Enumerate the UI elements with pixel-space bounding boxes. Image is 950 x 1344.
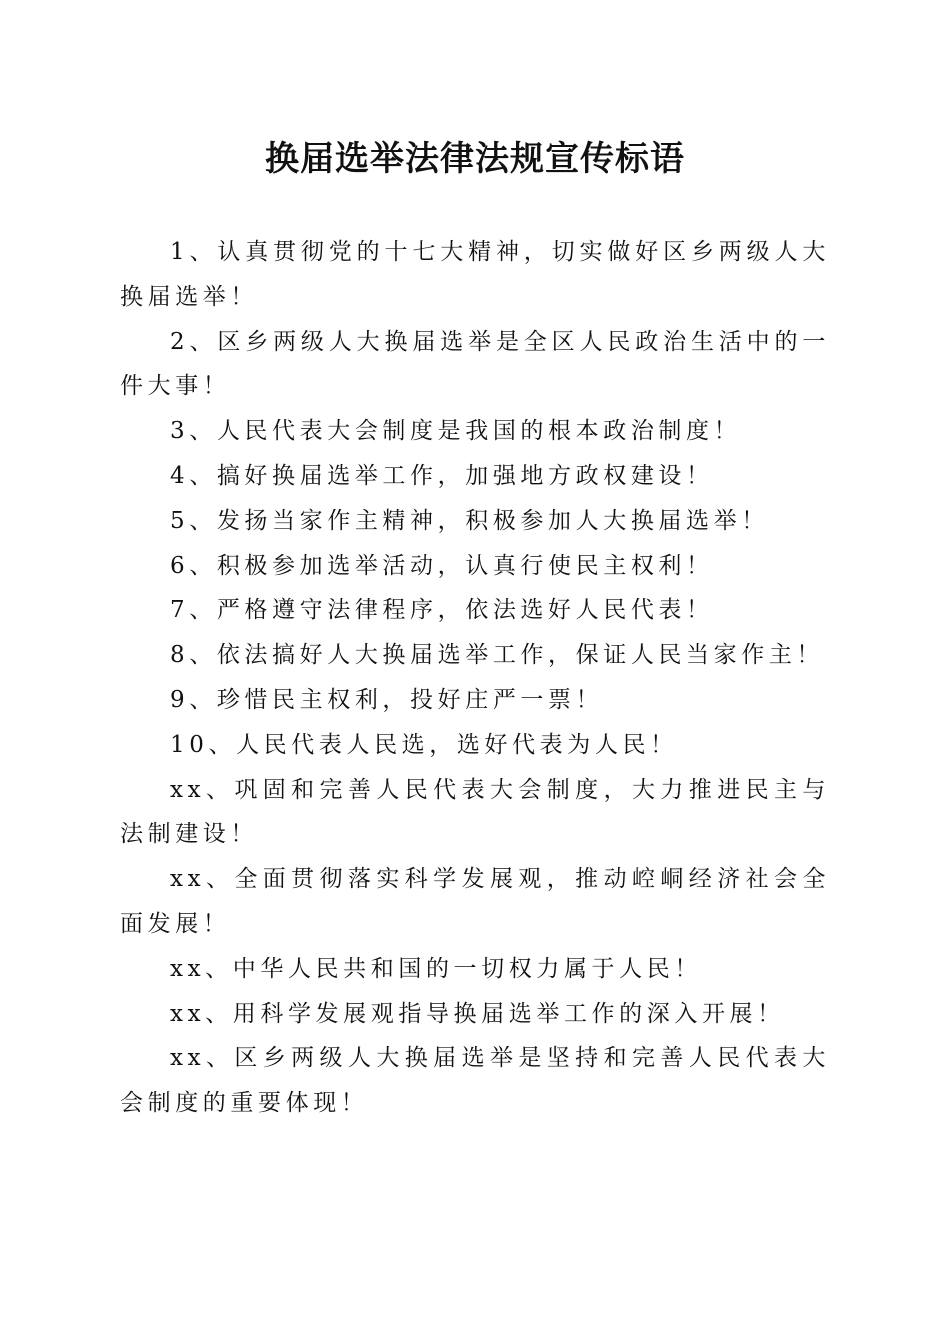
slogan-item: xx、中华人民共和国的一切权力属于人民！ [170, 955, 702, 982]
slogan-item: 5、发扬当家作主精神，积极参加人大换届选举！ [170, 507, 769, 534]
slogan-item: xx、全面贯彻落实科学发展观，推动崆峒经济社会全面发展！ [120, 866, 830, 937]
slogan-item: 1、认真贯彻党的十七大精神，切实做好区乡两级人大换届选举！ [120, 239, 830, 310]
slogan-item: 4、搞好换届选举工作，加强地方政权建设！ [170, 462, 714, 489]
slogan-item: 3、人民代表大会制度是我国的根本政治制度！ [170, 418, 742, 445]
slogan-item: 7、严格遵守法律程序，依法选好人民代表！ [170, 597, 714, 624]
slogan-item: 10、人民代表人民选，选好代表为人民！ [170, 731, 678, 758]
slogan-item: 9、珍惜民主权利，投好庄严一票！ [170, 686, 604, 713]
slogan-item: xx、区乡两级人大换届选举是坚持和完善人民代表大会制度的重要体现！ [120, 1045, 830, 1117]
slogan-item: xx、用科学发展观指导换届选举工作的深入开展！ [170, 1000, 785, 1027]
slogan-item: 2、区乡两级人大换届选举是全区人民政治生活中的一件大事！ [120, 328, 830, 400]
document-title: 换届选举法律法规宣传标语 [265, 139, 685, 179]
slogan-item: 6、积极参加选举活动，认真行使民主权利！ [170, 552, 714, 579]
slogan-item: xx、巩固和完善人民代表大会制度，大力推进民主与法制建设！ [120, 776, 830, 848]
slogan-list [120, 230, 830, 1126]
slogan-item: 8、依法搞好人大换届选举工作，保证人民当家作主！ [170, 642, 825, 669]
